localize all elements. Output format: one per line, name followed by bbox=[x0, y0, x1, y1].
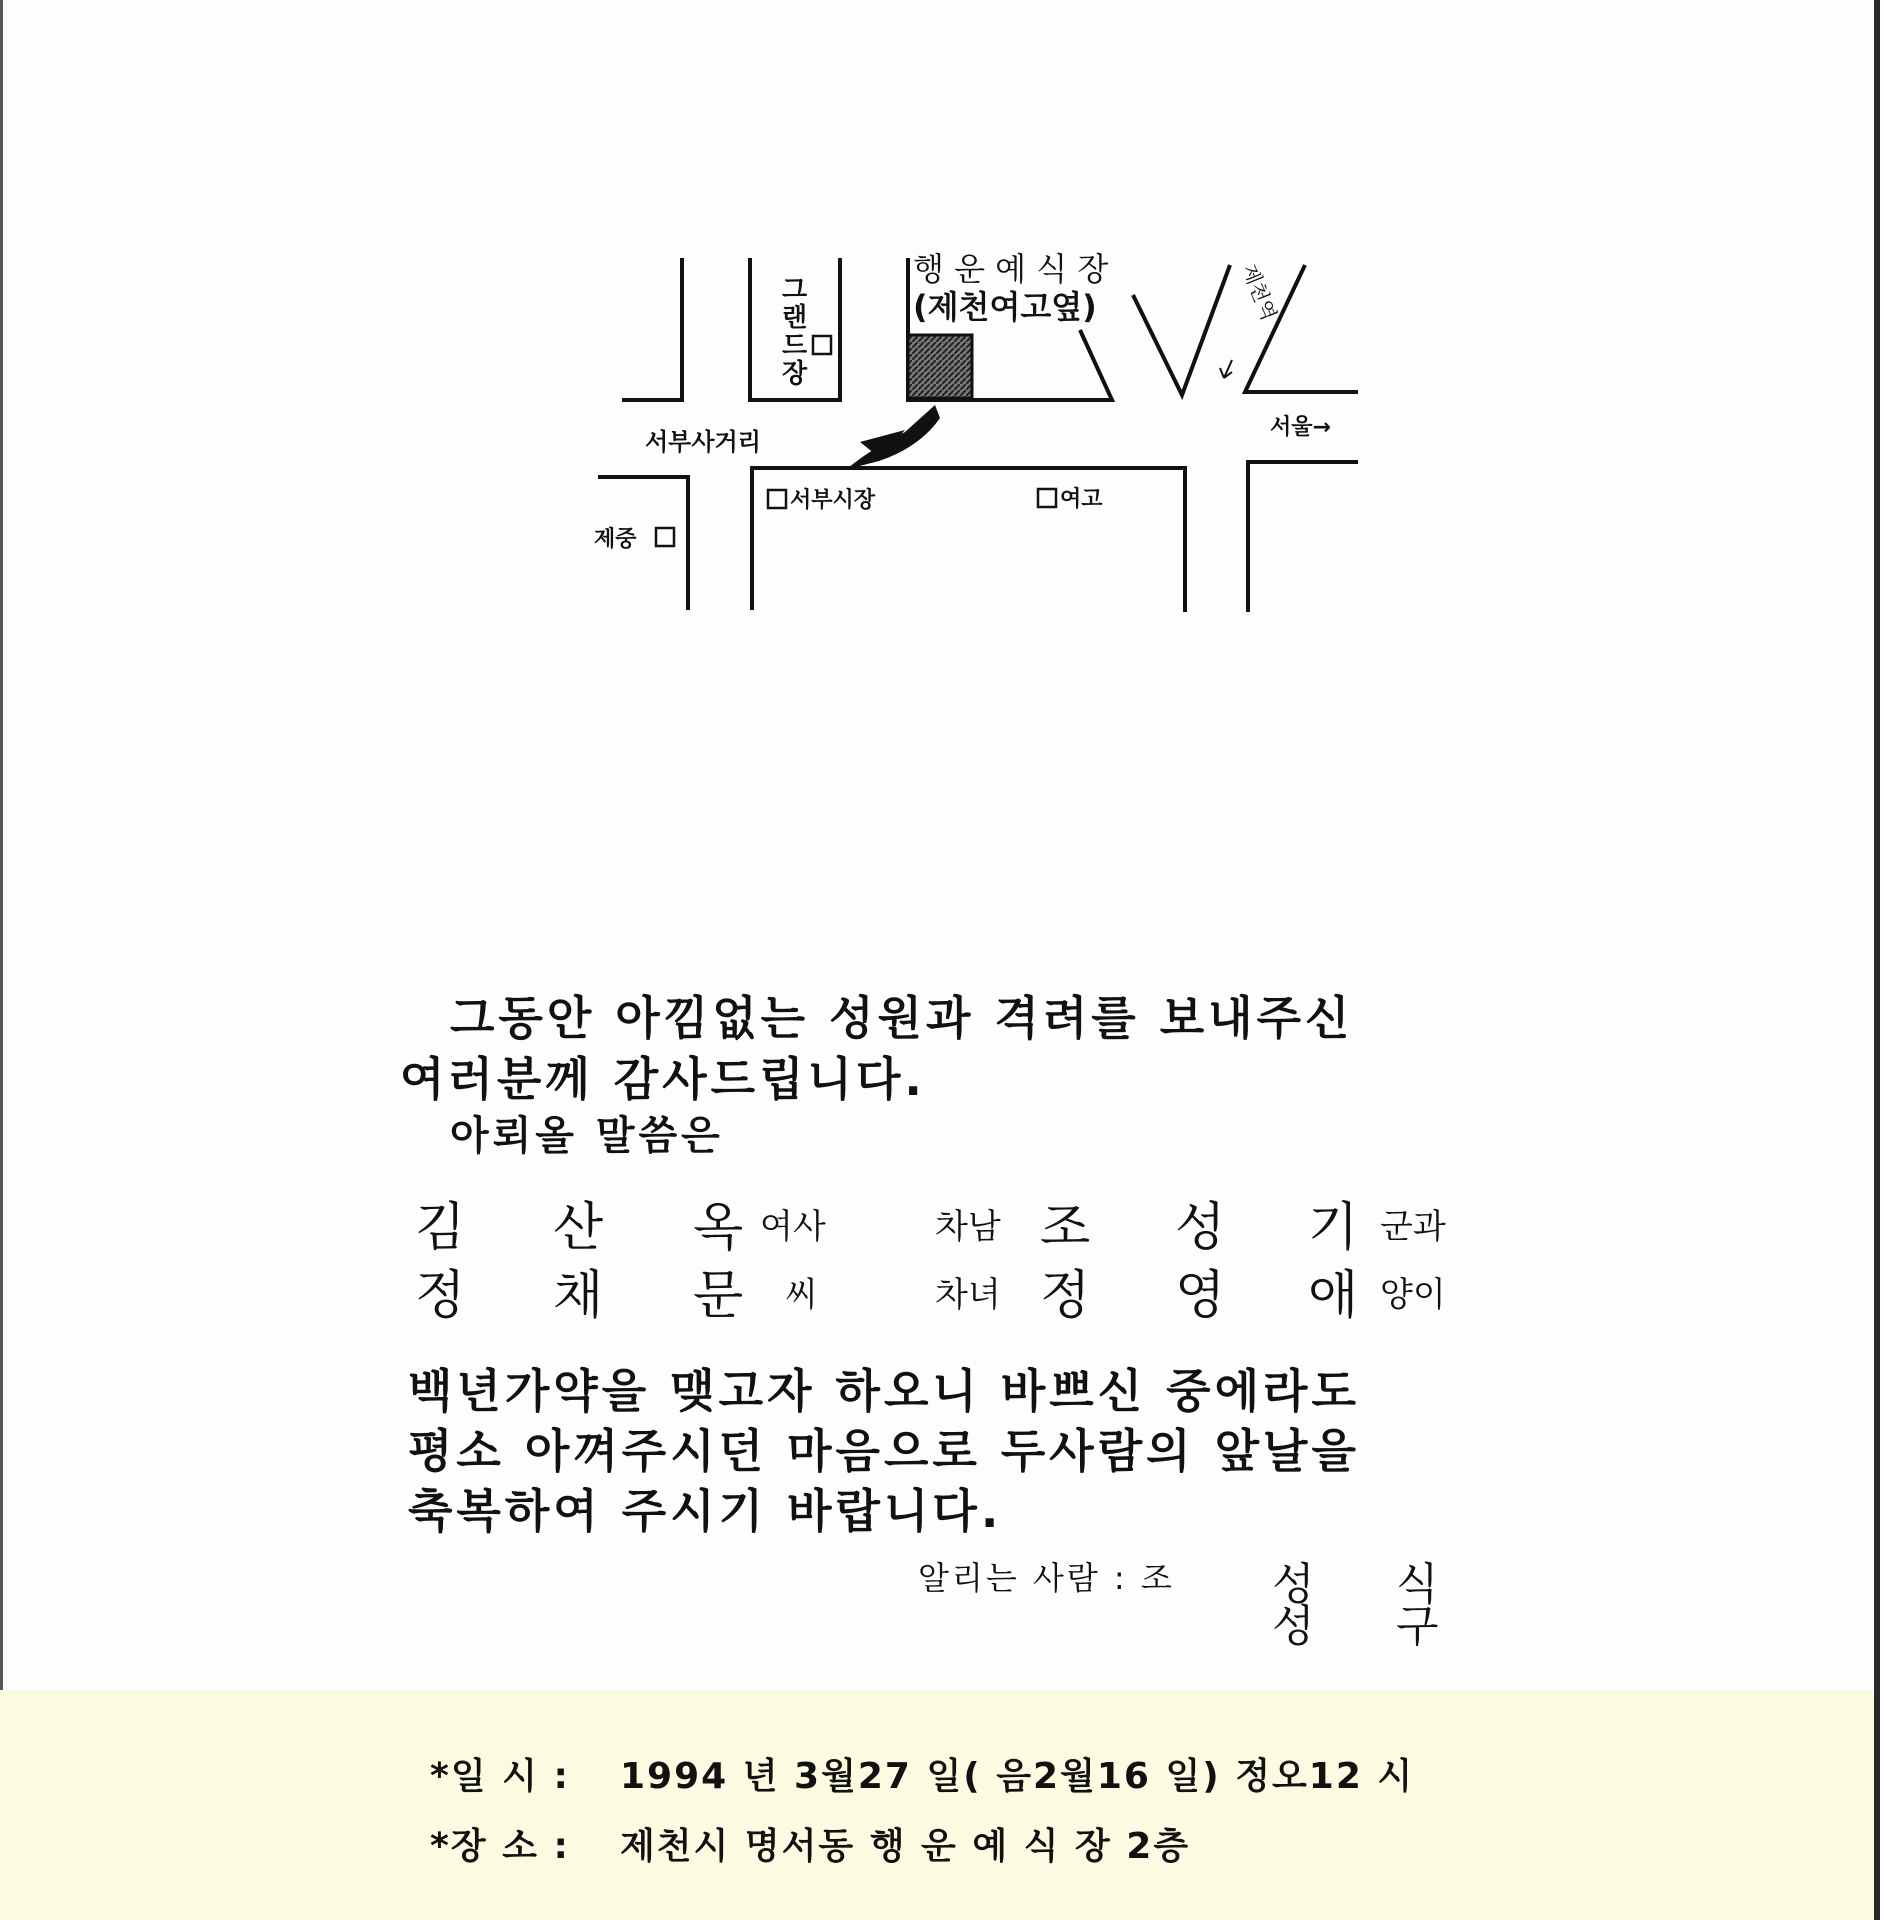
signature-name-1-char-2: 식 bbox=[1396, 1559, 1439, 1610]
bride-name-char-2: 영 bbox=[1175, 1266, 1226, 1326]
groom-title: 군과 bbox=[1380, 1207, 1446, 1247]
jejung-marker bbox=[656, 528, 674, 546]
event-place-row bbox=[430, 1818, 1190, 1869]
event-date-label: *일 시 : bbox=[430, 1756, 570, 1797]
bride-parent-char-2: 채 bbox=[553, 1266, 604, 1326]
signature-name-2-char-1: 성 bbox=[1272, 1601, 1315, 1652]
bride-name-char-3: 애 bbox=[1308, 1266, 1359, 1326]
names-row-bride bbox=[415, 1253, 1515, 1326]
jejung-label: 제중 bbox=[594, 527, 637, 552]
signature-name-1-char-1: 성 bbox=[1272, 1559, 1315, 1610]
bride-parent-char-1: 정 bbox=[415, 1266, 466, 1326]
message-line-2: 여러분께 감사드립니다. bbox=[400, 1052, 926, 1106]
seoul-direction-label: 서울→ bbox=[1270, 415, 1331, 440]
event-place-value: 제천시 명서동 행 운 예 식 장 2층 bbox=[620, 1826, 1191, 1867]
signature-name-2-char-2: 구 bbox=[1396, 1601, 1439, 1652]
seobu-market-label: 서부시장 bbox=[790, 488, 876, 513]
girls-high-label: 여고 bbox=[1060, 487, 1103, 512]
signature-label: 알리는 사람 : 조 bbox=[918, 1559, 1175, 1597]
bride-title: 양이 bbox=[1380, 1275, 1446, 1315]
bride-parent-char-3: 문 bbox=[693, 1266, 744, 1326]
groom-name-char-3: 기 bbox=[1308, 1198, 1359, 1258]
event-place-label: *장 소 : bbox=[430, 1826, 570, 1867]
groom-parent-char-3: 옥 bbox=[693, 1198, 744, 1258]
seobu-market-marker bbox=[768, 490, 786, 508]
event-date-row bbox=[430, 1748, 1414, 1799]
venue-location-label: (제천여고옆) bbox=[913, 288, 1097, 326]
svg-text:드: 드 bbox=[782, 331, 808, 361]
names-row-groom bbox=[415, 1185, 1515, 1258]
groom-name-char-1: 조 bbox=[1040, 1198, 1091, 1258]
closing-line-1: 백년가약을 맺고자 하오니 바쁘신 중에라도 bbox=[408, 1364, 1360, 1418]
road-bottom-right bbox=[1248, 462, 1358, 612]
footer-band bbox=[0, 1690, 1874, 1920]
groom-parent-title: 여사 bbox=[760, 1207, 826, 1247]
message-line-1: 그동안 아낌없는 성원과 격려를 보내주신 bbox=[450, 991, 1354, 1045]
groom-parent-char-1: 김 bbox=[415, 1198, 466, 1258]
message-line-3: 아뢰올 말씀은 bbox=[450, 1113, 724, 1159]
seobu-intersection-label: 서부사거리 bbox=[645, 428, 761, 456]
svg-text:랜: 랜 bbox=[782, 303, 808, 333]
event-date-value: 1994 년 3월27 일( 음2월16 일) 정오12 시 bbox=[620, 1756, 1415, 1797]
closing-line-3: 축복하여 주시기 바랍니다. bbox=[408, 1484, 1003, 1538]
venue-name-label: 행 운 예 식 장 bbox=[913, 250, 1109, 288]
girls-high-marker bbox=[1038, 489, 1056, 507]
bride-relation: 차녀 bbox=[935, 1275, 1001, 1315]
grand-hall-label bbox=[782, 275, 808, 389]
svg-text:그: 그 bbox=[782, 275, 808, 305]
bride-parent-title: 씨 bbox=[785, 1275, 818, 1315]
station-arrow bbox=[1220, 360, 1232, 378]
road-v bbox=[1133, 265, 1230, 395]
venue-building bbox=[908, 335, 972, 398]
groom-name-char-2: 성 bbox=[1175, 1198, 1226, 1258]
groom-relation: 차남 bbox=[935, 1207, 1001, 1247]
groom-parent-char-2: 산 bbox=[553, 1198, 604, 1258]
svg-text:장: 장 bbox=[782, 359, 808, 389]
location-map bbox=[0, 0, 1884, 640]
bride-name-char-1: 정 bbox=[1040, 1266, 1091, 1326]
road-top-left bbox=[622, 258, 682, 400]
closing-line-2: 평소 아껴주시던 마음으로 두사람의 앞날을 bbox=[408, 1424, 1360, 1478]
grand-hall-marker bbox=[813, 336, 831, 354]
station-label: 제천역 bbox=[1237, 260, 1282, 324]
